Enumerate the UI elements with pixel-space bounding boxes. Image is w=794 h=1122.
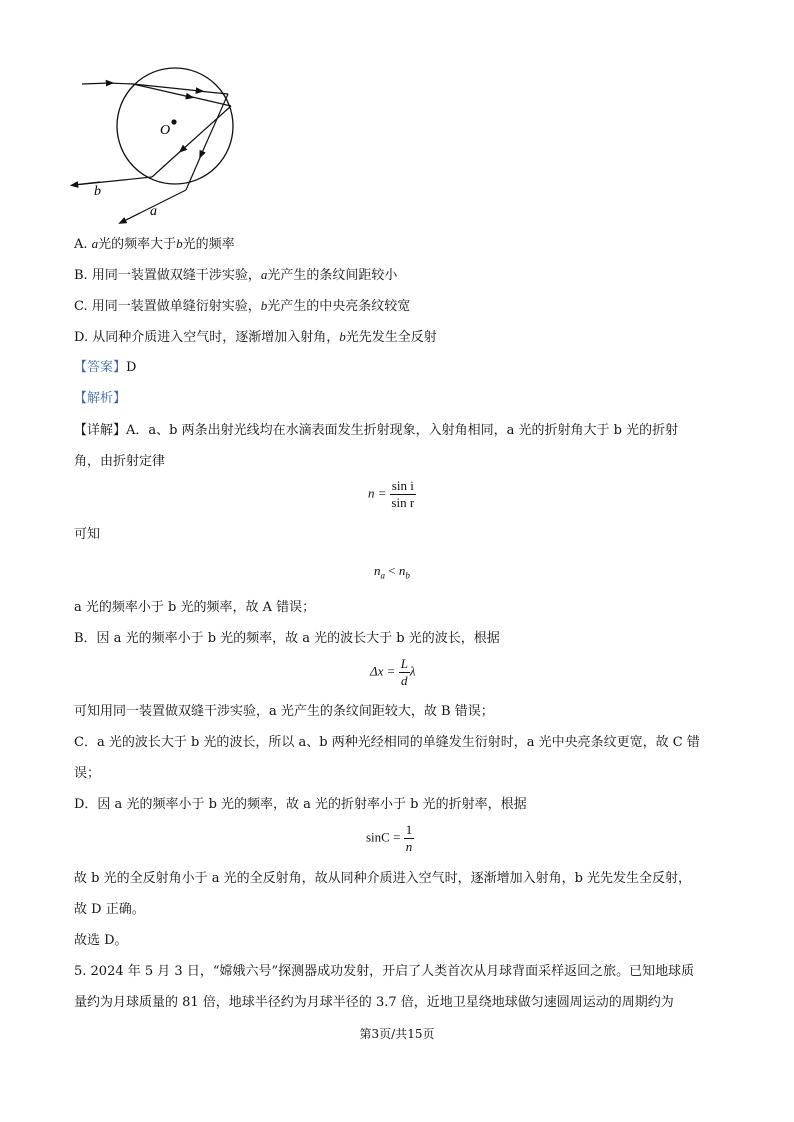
eq4-lhs: sinC = [366, 829, 401, 845]
equation-critical [366, 822, 414, 855]
analysis-tag: 【解析】 [74, 391, 127, 406]
detail-tag: 【详解】 [74, 423, 127, 438]
option-text-part: 光产生的条纹间距较小 [267, 268, 398, 283]
option-text-part: b [339, 329, 346, 344]
page-footer: 第3页/共15页 [359, 1027, 435, 1041]
option-text-part: 用同一装置做单缝衍射实验， [91, 299, 261, 314]
detail-p1b: 角，由折射定律 [74, 454, 166, 469]
detail-p7b: 故 D 正确。 [74, 902, 145, 917]
eq3-num: L [400, 656, 408, 671]
next-question-line2: 量约为月球质量的 81 倍，地球半径约为月球半径的 3.7 倍，近地卫星绕地球做匀速圆周运动的周期约为 [74, 995, 674, 1010]
option-letter: A. [74, 237, 92, 252]
detail-p2: a 光的频率小于 b 光的频率，故 A 错误； [74, 600, 316, 615]
eq1-den: sin r [391, 495, 415, 510]
answer-line [74, 360, 136, 376]
ray-a-label: a [150, 204, 157, 219]
option-text-part: 从同种介质进入空气时，逐渐增加入射角， [92, 330, 340, 345]
equation-fringe [370, 656, 416, 689]
option-letter: D. [74, 330, 93, 345]
inner-ray-1 [133, 84, 190, 97]
detail-known: 可知 [74, 527, 101, 542]
eq4-num: 1 [405, 822, 413, 837]
equation-index-compare: $n_a < n_b$ [374, 563, 410, 581]
inner-ray-2 [133, 84, 200, 91]
detail-p5: C．a 光的波长大于 b 光的波长，所以 a、b 两种光经相同的单缝发生衍射时，a 光中央亮条纹更宽，故 C 错 [74, 735, 700, 750]
reflected-ray-a [201, 94, 228, 155]
center-label: O [160, 123, 171, 138]
ray-b-label: b [94, 184, 101, 199]
detail-p4: 可知用同一装置做双缝干涉实验，a 光产生的条纹间距较大，故 B 错误； [74, 704, 494, 719]
detail-p7: 故 b 光的全反射角小于 a 光的全反射角，故从同种介质进入空气时，逐渐增加入射角，b 光先发生全反射， [74, 871, 692, 886]
option-letter: C. [74, 299, 92, 314]
option-text-part: b [176, 236, 183, 251]
next-question-line1: 5. 2024 年 5 月 3 日，“嫦娥六号”探测器成功发射，开启了人类首次从月球背面采样返回之旅。已知地球质 [74, 964, 695, 979]
option-text-part: a [91, 236, 99, 251]
detail-p5b: 误； [74, 766, 101, 781]
option-a [74, 236, 235, 253]
detail-p8: 故选 D。 [74, 933, 128, 948]
detail-p1 [74, 423, 678, 439]
eq3-lhs: Δx = [370, 663, 396, 679]
detail-p3: B．因 a 光的频率小于 b 光的频率，故 a 光的波长大于 b 光的波长，根据 [74, 631, 500, 646]
eq1-num: sin i [391, 478, 414, 493]
option-text-part: 用同一装置做双缝干涉实验， [91, 268, 261, 283]
detail-p1-text: A．a、b 两条出射光线均在水滴表面发生折射现象，入射角相同，a 光的折射角大于 b 光的折射 [126, 423, 679, 438]
answer-value: D [126, 360, 137, 375]
option-d [74, 329, 437, 346]
option-text-part: a [260, 267, 268, 282]
eq3-rhs: λ [409, 663, 416, 679]
eq3-den: d [401, 673, 408, 688]
option-c [74, 298, 410, 315]
equation-snell [368, 478, 416, 511]
incident-ray [82, 83, 110, 84]
option-letter: B. [74, 268, 92, 283]
answer-tag: 【答案】 [74, 360, 127, 375]
eq4-den: n [405, 839, 413, 854]
eq1-lhs: n = [368, 485, 387, 501]
option-b [74, 267, 397, 284]
option-text-part: 光的频率 [182, 237, 235, 252]
option-text-part: b [260, 298, 268, 313]
option-text-part: 光产生的中央亮条纹较宽 [267, 299, 411, 314]
option-text-part: 光先发生全反射 [345, 330, 437, 345]
water-drop-circle [117, 68, 233, 184]
refraction-diagram [60, 62, 260, 232]
detail-p6: D．因 a 光的频率小于 b 光的频率，故 a 光的折射率小于 b 光的折射率，根据 [74, 797, 527, 812]
option-text-part: 光的频率大于 [98, 237, 177, 252]
center-point [171, 119, 176, 124]
